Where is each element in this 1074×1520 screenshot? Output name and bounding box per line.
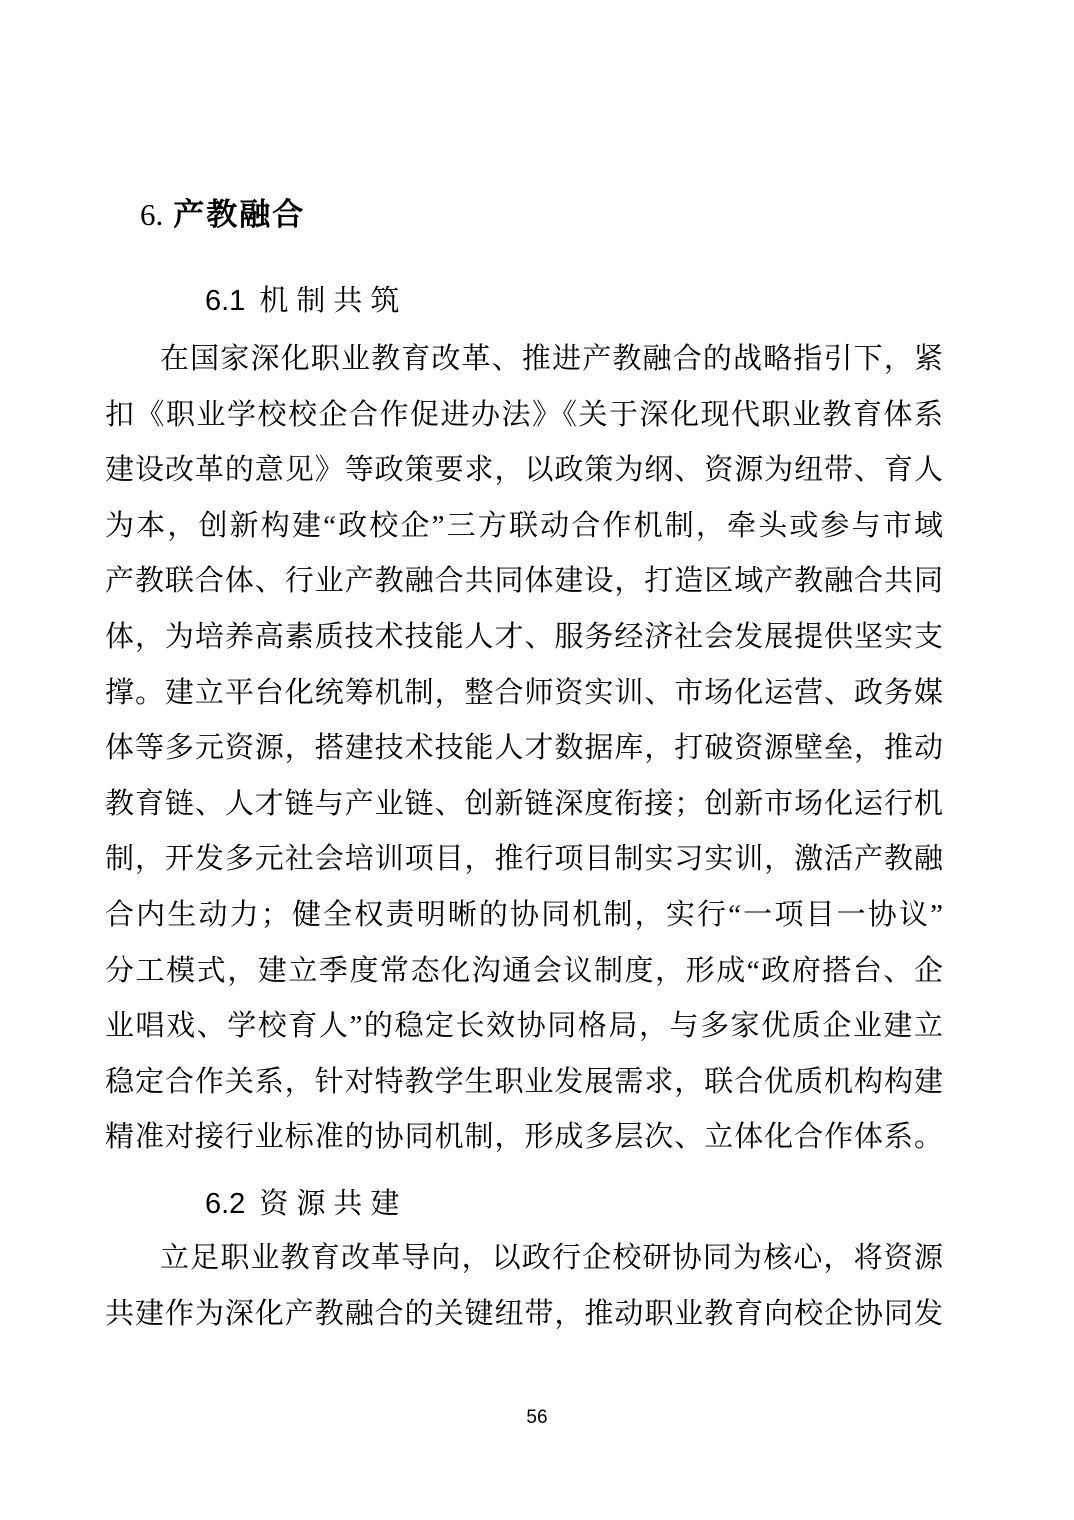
- chapter-title: 产教融合: [173, 197, 306, 232]
- paragraph-6-2: [105, 1231, 943, 1342]
- section-title-6-1: 机制共筑: [259, 285, 408, 317]
- section-number-6-2: 6.2: [205, 1188, 246, 1220]
- text-line: 分工模式，建立季度常态化沟通会议制度，形成“政府搭台、企: [105, 954, 943, 987]
- section-heading-6-1: [205, 281, 407, 321]
- text-line: 撑。建立平台化统筹机制，整合师资实训、市场化运营、政务媒: [105, 676, 943, 709]
- text-line: 业唱戏、学校育人”的稳定长效协同格局，与多家优质企业建立: [105, 1010, 943, 1043]
- text-line: 精准对接行业标准的协同机制，形成多层次、立体化合作体系。: [105, 1121, 943, 1154]
- text-line: 产教联合体、行业产教融合共同体建设，打造区域产教融合共同: [105, 565, 943, 598]
- text-line: 在国家深化职业教育改革、推进产教融合的战略指引下，紧: [160, 343, 943, 375]
- text-line: 稳定合作关系，针对特教学生职业发展需求，联合优质机构构建: [105, 1065, 943, 1098]
- text-line: 共建作为深化产教融合的关键纽带，推动职业教育向校企协同发: [105, 1297, 943, 1330]
- chapter-number: 6.: [140, 197, 164, 232]
- text-line: 扣《职业学校校企合作促进办法》《关于深化现代职业教育体系: [105, 398, 943, 431]
- text-line: 为本，创新构建“政校企”三方联动合作机制，牵头或参与市域: [105, 509, 943, 542]
- section-number-6-1: 6.1: [205, 285, 246, 317]
- text-line: 建设改革的意见》等政策要求，以政策为纲、资源为纽带、育人: [105, 454, 943, 487]
- text-line: 体等多元资源，搭建技术技能人才数据库，打破资源壁垒，推动: [105, 732, 943, 765]
- page-number: 56: [526, 1407, 548, 1428]
- section-heading-6-2: [205, 1184, 407, 1224]
- paragraph-6-1: [105, 332, 943, 1166]
- section-title-6-2: 资源共建: [259, 1188, 408, 1220]
- text-line: 制，开发多元社会培训项目，推行项目制实习实训，激活产教融: [105, 843, 943, 876]
- chapter-heading: [140, 196, 305, 234]
- text-line: 立足职业教育改革导向，以政行企校研协同为核心，将资源: [160, 1242, 943, 1274]
- text-line: 体，为培养高素质技术技能人才、服务经济社会发展提供坚实支: [105, 620, 943, 653]
- text-line: 教育链、人才链与产业链、创新链深度衔接；创新市场化运行机: [105, 787, 943, 820]
- text-line: 合内生动力；健全权责明晰的协同机制，实行“一项目一协议”: [105, 898, 943, 931]
